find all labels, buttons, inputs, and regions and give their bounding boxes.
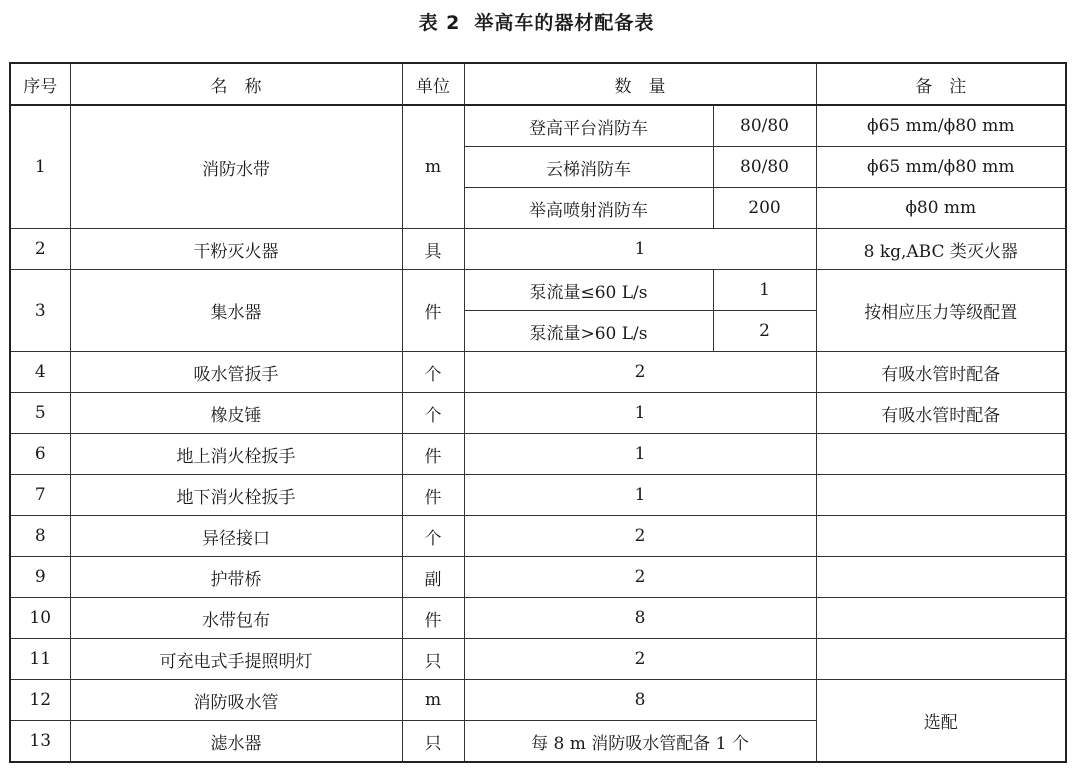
- table-row: [10, 680, 1066, 721]
- cell-qty: 200: [713, 188, 816, 229]
- cell-name: 集水器: [70, 270, 402, 352]
- cell-qty: 2: [464, 639, 816, 680]
- table-number: 表 2: [418, 12, 461, 34]
- cell-qty: 2: [713, 311, 816, 352]
- cell-qty: 2: [464, 557, 816, 598]
- cell-note: [816, 434, 1066, 475]
- cell-note: ϕ80 mm: [816, 188, 1066, 229]
- cell-unit: 件: [402, 270, 464, 352]
- cell-note: 有吸水管时配备: [816, 393, 1066, 434]
- cell-seq: 9: [10, 557, 70, 598]
- cell-note: 8 kg,ABC 类灭火器: [816, 229, 1066, 270]
- cell-unit: m: [402, 105, 464, 229]
- header-note: 备 注: [816, 63, 1066, 105]
- table-caption: [0, 8, 1073, 35]
- table-row: [10, 229, 1066, 270]
- cell-qty: 2: [464, 352, 816, 393]
- table-row: [10, 639, 1066, 680]
- cell-name: 橡皮锤: [70, 393, 402, 434]
- cell-note: [816, 598, 1066, 639]
- cell-qty: 1: [464, 229, 816, 270]
- cell-qty: 2: [464, 516, 816, 557]
- cell-vehicle-type: 云梯消防车: [464, 147, 713, 188]
- cell-note: 选配: [816, 680, 1066, 763]
- table-row: [10, 598, 1066, 639]
- cell-seq: 3: [10, 270, 70, 352]
- cell-seq: 1: [10, 105, 70, 229]
- cell-name: 水带包布: [70, 598, 402, 639]
- cell-vehicle-type: 登高平台消防车: [464, 105, 713, 147]
- table-header-row: [10, 63, 1066, 105]
- cell-name: 吸水管扳手: [70, 352, 402, 393]
- cell-name: 消防吸水管: [70, 680, 402, 721]
- cell-unit: 个: [402, 352, 464, 393]
- table-row: [10, 393, 1066, 434]
- table-row: [10, 270, 1066, 311]
- header-seq: 序号: [10, 63, 70, 105]
- cell-name: 干粉灭火器: [70, 229, 402, 270]
- cell-unit: 具: [402, 229, 464, 270]
- cell-name: 可充电式手提照明灯: [70, 639, 402, 680]
- cell-seq: 6: [10, 434, 70, 475]
- cell-unit: 副: [402, 557, 464, 598]
- table-row: [10, 352, 1066, 393]
- cell-name: 异径接口: [70, 516, 402, 557]
- cell-unit: 只: [402, 639, 464, 680]
- table-row: [10, 434, 1066, 475]
- cell-qty: 1: [464, 434, 816, 475]
- cell-name: 消防水带: [70, 105, 402, 229]
- cell-seq: 13: [10, 721, 70, 763]
- cell-unit: 个: [402, 516, 464, 557]
- cell-unit: 个: [402, 393, 464, 434]
- cell-qty: 80/80: [713, 105, 816, 147]
- cell-note: 有吸水管时配备: [816, 352, 1066, 393]
- cell-qty: 1: [713, 270, 816, 311]
- table-title: 举高车的器材配备表: [474, 12, 655, 34]
- cell-seq: 10: [10, 598, 70, 639]
- cell-unit: 只: [402, 721, 464, 763]
- cell-name: 滤水器: [70, 721, 402, 763]
- cell-note: [816, 557, 1066, 598]
- cell-seq: 5: [10, 393, 70, 434]
- cell-unit: 件: [402, 598, 464, 639]
- cell-note: [816, 475, 1066, 516]
- cell-name: 地上消火栓扳手: [70, 434, 402, 475]
- table-row: [10, 475, 1066, 516]
- cell-name: 地下消火栓扳手: [70, 475, 402, 516]
- cell-note: ϕ65 mm/ϕ80 mm: [816, 105, 1066, 147]
- cell-name: 护带桥: [70, 557, 402, 598]
- cell-note: [816, 639, 1066, 680]
- cell-seq: 12: [10, 680, 70, 721]
- header-unit: 单位: [402, 63, 464, 105]
- cell-flow-condition: 泵流量≤60 L/s: [464, 270, 713, 311]
- cell-qty: 8: [464, 598, 816, 639]
- cell-flow-condition: 泵流量>60 L/s: [464, 311, 713, 352]
- cell-seq: 2: [10, 229, 70, 270]
- cell-seq: 7: [10, 475, 70, 516]
- header-qty: 数 量: [464, 63, 816, 105]
- cell-note: [816, 516, 1066, 557]
- cell-qty: 1: [464, 475, 816, 516]
- cell-qty: 8: [464, 680, 816, 721]
- table-row: [10, 516, 1066, 557]
- cell-seq: 4: [10, 352, 70, 393]
- cell-seq: 11: [10, 639, 70, 680]
- table-row: [10, 105, 1066, 147]
- table-row: [10, 557, 1066, 598]
- equipment-table: [9, 62, 1067, 763]
- cell-qty: 80/80: [713, 147, 816, 188]
- cell-qty: 1: [464, 393, 816, 434]
- cell-qty: 每 8 m 消防吸水管配备 1 个: [464, 721, 816, 763]
- cell-vehicle-type: 举高喷射消防车: [464, 188, 713, 229]
- header-name: 名 称: [70, 63, 402, 105]
- cell-unit: 件: [402, 475, 464, 516]
- cell-unit: 件: [402, 434, 464, 475]
- cell-note: 按相应压力等级配置: [816, 270, 1066, 352]
- cell-unit: m: [402, 680, 464, 721]
- cell-note: ϕ65 mm/ϕ80 mm: [816, 147, 1066, 188]
- cell-seq: 8: [10, 516, 70, 557]
